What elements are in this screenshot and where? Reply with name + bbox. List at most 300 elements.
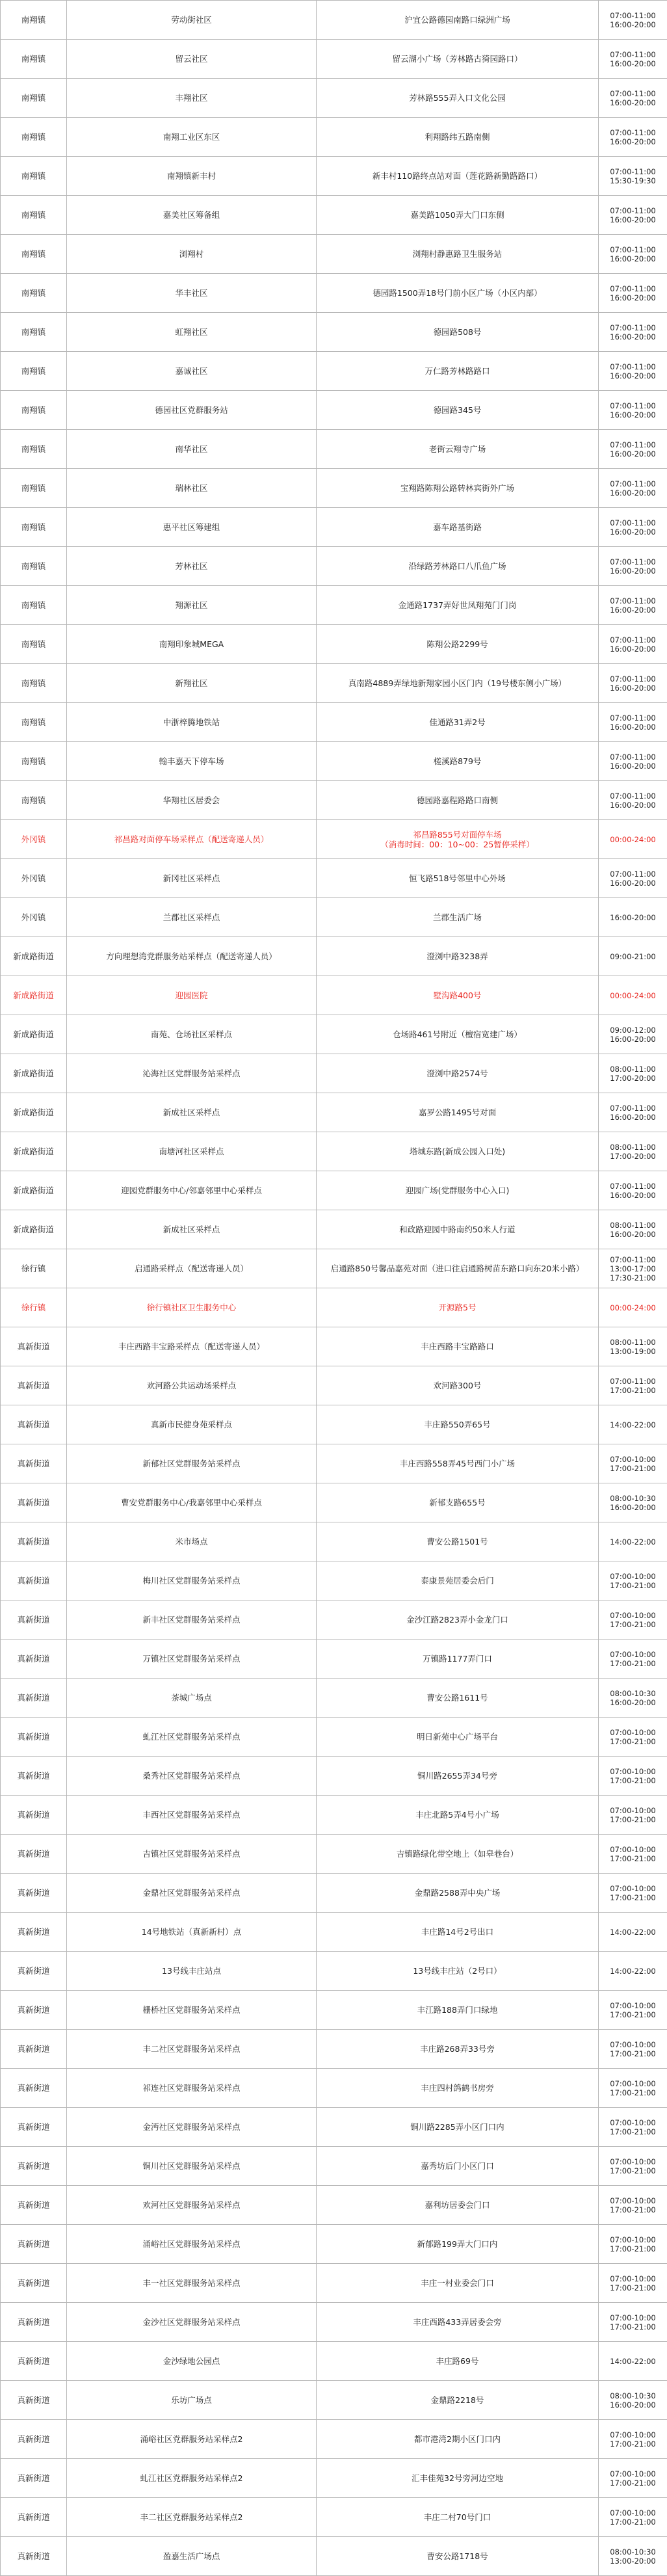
cell-text: 嘉诚社区: [175, 366, 208, 376]
cell-text: 翔源社区: [175, 600, 208, 610]
district-cell: [1, 1132, 67, 1171]
cell-text: 真新街道: [17, 1771, 50, 1781]
cell-text: 丰翔社区: [175, 93, 208, 103]
district-cell: [1, 1210, 67, 1249]
cell-text: 南翔镇: [21, 795, 46, 805]
district-cell: [1, 118, 67, 157]
cell-text: 金沔社区党群服务站采样点: [142, 2122, 241, 2132]
site-name-cell: [67, 1171, 317, 1210]
site-name-cell: [67, 2381, 317, 2420]
cell-text: 17:00-21:00: [610, 1853, 656, 1863]
hours-cell: [599, 40, 667, 79]
cell-text: 丰庄路14号2号出口: [421, 1927, 494, 1937]
cell-text: 外冈镇: [21, 912, 46, 922]
address-cell: [317, 2108, 599, 2147]
cell-text: 祁昌路对面停车场采样点（配送寄递人员）: [114, 834, 269, 844]
cell-text: 17:00-21:00: [610, 2517, 656, 2527]
cell-text: 07:00-10:00: [610, 1766, 656, 1776]
table-row: [1, 1913, 667, 1952]
cell-text: 曹安党群服务中心/我嘉邻里中心采样点: [121, 1498, 262, 1507]
cell-text: 米市场点: [175, 1537, 208, 1547]
cell-text: 08:00-10:30: [610, 1688, 656, 1698]
cell-text: 德园路1500弄18号门前小区广场（小区内部）: [373, 288, 542, 298]
cell-text: 17:00-21:00: [610, 2049, 656, 2058]
cell-text: 真新街道: [17, 2473, 50, 2483]
cell-text: 启通路采样点（配送寄递人员）: [134, 1264, 248, 1273]
address-cell: [317, 1, 599, 40]
cell-text: 浏翔村静惠路卫生服务站: [412, 249, 503, 259]
cell-text: 新成路街道: [13, 1147, 54, 1156]
cell-text: 07:00-10:00: [610, 1454, 656, 1464]
cell-text: 07:00-11:00: [610, 49, 656, 59]
cell-text: 桑秀社区党群服务站采样点: [142, 1771, 241, 1781]
hours-cell: [599, 859, 667, 898]
site-name-cell: [67, 1913, 317, 1952]
cell-text: 07:00-11:00: [610, 323, 656, 332]
table-row: [1, 1288, 667, 1327]
cell-text: 17:30-21:00: [610, 1273, 656, 1282]
address-cell: [317, 352, 599, 391]
cell-text: 梅川社区党群服务站采样点: [142, 1576, 241, 1586]
table-row: [1, 1171, 667, 1210]
hours-cell: [599, 157, 667, 196]
cell-text: 07:00-11:00: [610, 1376, 656, 1386]
cell-text: 14:00-22:00: [610, 1537, 656, 1547]
site-name-cell: [67, 664, 317, 703]
cell-text: 丰江路188弄门口绿地: [417, 2005, 498, 2015]
table-row: [1, 976, 667, 1015]
cell-text: 17:00-21:00: [610, 1463, 656, 1473]
cell-text: 金鼎路2218号: [430, 2395, 484, 2405]
table-row: [1, 2420, 667, 2459]
cell-text: 16:00-20:00: [610, 912, 656, 922]
table-row: [1, 1952, 667, 1991]
hours-cell: [599, 820, 667, 859]
table-row: [1, 1210, 667, 1249]
cell-text: 真新街道: [17, 1810, 50, 1820]
cell-text: 仓场路461号附近（檀宿宽建广场）: [393, 1029, 522, 1039]
hours-cell: [599, 2420, 667, 2459]
cell-text: 16:00-20:00: [610, 722, 656, 732]
address-cell: [317, 820, 599, 859]
cell-text: 17:00-21:00: [610, 2166, 656, 2175]
cell-text: 新成路街道: [13, 1108, 54, 1117]
cell-text: 16:00-20:00: [610, 800, 656, 810]
cell-text: 真新街道: [17, 1927, 50, 1937]
address-cell: [317, 1796, 599, 1835]
cell-text: 新成路街道: [13, 951, 54, 961]
table-row: [1, 703, 667, 742]
address-cell: [317, 1483, 599, 1522]
site-name-cell: [67, 898, 317, 937]
cell-text: 真新街道: [17, 1342, 50, 1351]
table-row: [1, 313, 667, 352]
cell-text: 金沙社区党群服务站采样点: [142, 2317, 241, 2327]
hours-cell: [599, 1288, 667, 1327]
cell-text: 丰西社区党群服务站采样点: [142, 1810, 241, 1820]
hours-cell: [599, 625, 667, 664]
table-row: [1, 157, 667, 196]
cell-text: 07:00-11:00: [610, 518, 656, 527]
site-name-cell: [67, 1093, 317, 1132]
address-cell: [317, 118, 599, 157]
district-cell: [1, 1327, 67, 1366]
address-cell: [317, 586, 599, 625]
cell-text: 07:00-11:00: [610, 206, 656, 215]
table-row: [1, 1366, 667, 1405]
cell-text: 真新街道: [17, 2122, 50, 2132]
cell-text: 金沙绿地公园点: [163, 2356, 220, 2366]
address-cell: [317, 703, 599, 742]
address-cell: [317, 2303, 599, 2342]
cell-text: 南翔镇新丰村: [166, 171, 216, 181]
cell-text: 07:00-10:00: [610, 2313, 656, 2322]
cell-text: 嘉利坊居委会门口: [425, 2200, 490, 2210]
hours-cell: [599, 1093, 667, 1132]
district-cell: [1, 2030, 67, 2069]
cell-text: 07:00-10:00: [610, 1649, 656, 1659]
table-row: [1, 2030, 667, 2069]
cell-text: 和政路迎园中路南约50米人行道: [399, 1225, 516, 1234]
hours-cell: [599, 2342, 667, 2381]
cell-text: 嘉美社区筹备组: [163, 210, 220, 220]
address-cell: [317, 1522, 599, 1561]
district-cell: [1, 1757, 67, 1796]
cell-text: 16:00-20:00: [610, 878, 656, 888]
cell-text: 明日新苑中心广场平台: [416, 1732, 498, 1742]
site-name-cell: [67, 1366, 317, 1405]
cell-text: 南翔镇: [21, 366, 46, 376]
site-name-cell: [67, 1132, 317, 1171]
cell-text: 09:00-21:00: [610, 951, 656, 961]
site-name-cell: [67, 118, 317, 157]
address-cell: [317, 976, 599, 1015]
cell-text: 07:00-10:00: [610, 2000, 656, 2010]
cell-text: 栅桥社区党群服务站采样点: [142, 2005, 241, 2015]
cell-text: 07:00-11:00: [610, 10, 656, 20]
cell-text: 开源路5号: [438, 1303, 477, 1312]
cell-text: 迎园广场(党群服务中心入口): [405, 1186, 510, 1195]
cell-text: 07:00-10:00: [610, 1727, 656, 1737]
table-row: [1, 2186, 667, 2225]
cell-text: 真新街道: [17, 2239, 50, 2249]
cell-text: 宝翔路陈翔公路转林宾街外广场: [400, 483, 514, 493]
cell-text: 真新街道: [17, 1654, 50, 1664]
district-cell: [1, 469, 67, 508]
address-cell: [317, 2537, 599, 2576]
address-cell: [317, 313, 599, 352]
table-row: [1, 40, 667, 79]
table-row: [1, 859, 667, 898]
table-row: [1, 742, 667, 781]
cell-text: 07:00-10:00: [610, 2196, 656, 2205]
site-name-cell: [67, 2186, 317, 2225]
site-name-cell: [67, 976, 317, 1015]
hours-cell: [599, 1600, 667, 1640]
site-name-cell: [67, 1835, 317, 1874]
cell-text: 真新街道: [17, 2317, 50, 2327]
district-cell: [1, 352, 67, 391]
cell-text: 迎园党群服务中心/邻嘉邻里中心采样点: [121, 1186, 262, 1195]
cell-text: 16:00-20:00: [610, 449, 656, 458]
site-name-cell: [67, 1561, 317, 1600]
hours-cell: [599, 586, 667, 625]
address-cell: [317, 1718, 599, 1757]
address-cell: [317, 1249, 599, 1288]
site-name-cell: [67, 820, 317, 859]
cell-text: 17:00-20:00: [610, 1073, 656, 1083]
cell-text: 13:00-20:00: [610, 2556, 656, 2566]
hours-cell: [599, 1640, 667, 1679]
address-cell: [317, 1288, 599, 1327]
address-cell: [317, 1835, 599, 1874]
cell-text: 南翔镇: [21, 678, 46, 688]
cell-text: 丰庄西路433弄居委会旁: [413, 2317, 502, 2327]
address-cell: [317, 508, 599, 547]
cell-text: 00:00-24:00: [610, 1303, 656, 1312]
site-name-cell: [67, 313, 317, 352]
cell-text: 丰二社区党群服务站采样点2: [140, 2512, 243, 2522]
cell-text: 17:00-21:00: [610, 2283, 656, 2292]
district-cell: [1, 547, 67, 586]
site-name-cell: [67, 508, 317, 547]
cell-text: 南翔镇: [21, 444, 46, 454]
address-cell: [317, 1171, 599, 1210]
cell-text: 16:00-20:00: [610, 566, 656, 576]
hours-cell: [599, 391, 667, 430]
address-cell: [317, 2030, 599, 2069]
cell-text: 17:00-21:00: [610, 1580, 656, 1590]
district-cell: [1, 1249, 67, 1288]
site-name-cell: [67, 469, 317, 508]
cell-text: 南翔镇: [21, 171, 46, 181]
cell-text: 13号线丰庄站点: [162, 1966, 221, 1976]
district-cell: [1, 1874, 67, 1913]
cell-text: 启通路850号馨品嘉苑对面（进口往启通路树苗东路口向东20米小路）: [330, 1264, 584, 1273]
cell-text: 沪宜公路德园南路口绿洲广场: [404, 15, 510, 25]
site-name-cell: [67, 274, 317, 313]
cell-text: 真新街道: [17, 1420, 50, 1429]
hours-cell: [599, 1679, 667, 1718]
site-name-cell: [67, 1054, 317, 1093]
cell-text: 08:00-11:00: [610, 1064, 656, 1074]
cell-text: 17:00-21:00: [610, 2127, 656, 2136]
cell-text: 新丰村110路终点站对面（莲花路新勤路路口）: [372, 171, 543, 181]
table-row: [1, 391, 667, 430]
cell-text: 盈嘉生活广场点: [163, 2551, 220, 2561]
cell-text: 金鼎社区党群服务站采样点: [142, 1888, 241, 1898]
hours-cell: [599, 1366, 667, 1405]
site-name-cell: [67, 2108, 317, 2147]
site-name-cell: [67, 703, 317, 742]
cell-text: 17:00-21:00: [610, 1892, 656, 1902]
district-cell: [1, 313, 67, 352]
cell-text: 14:00-22:00: [610, 1420, 656, 1429]
cell-text: 16:00-20:00: [610, 1034, 656, 1044]
cell-text: 17:00-21:00: [610, 2322, 656, 2331]
hours-cell: [599, 2069, 667, 2108]
cell-text: 万镇社区党群服务站采样点: [142, 1654, 241, 1664]
cell-text: 欢河路公共运动场采样点: [146, 1381, 237, 1390]
district-cell: [1, 2147, 67, 2186]
address-cell: [317, 157, 599, 196]
cell-text: 汇丰佳苑32号旁河边空地: [412, 2473, 503, 2483]
district-cell: [1, 703, 67, 742]
hours-cell: [599, 1405, 667, 1444]
cell-text: 浏翔村: [179, 249, 204, 259]
hours-cell: [599, 937, 667, 976]
hours-cell: [599, 2498, 667, 2537]
cell-text: 16:00-20:00: [610, 371, 656, 380]
cell-text: 真新街道: [17, 1381, 50, 1390]
cell-text: 真新街道: [17, 1966, 50, 1976]
cell-text: 新成社区采样点: [163, 1225, 220, 1234]
cell-text: 丰庄西路丰宝路采样点（配送寄递人员）: [118, 1342, 265, 1351]
address-cell: [317, 547, 599, 586]
cell-text: 真新街道: [17, 1537, 50, 1547]
cell-text: 09:00-12:00: [610, 1025, 656, 1035]
address-cell: [317, 1366, 599, 1405]
district-cell: [1, 1405, 67, 1444]
cell-text: 南翔镇: [21, 288, 46, 298]
cell-text: 迎园医院: [175, 990, 208, 1000]
cell-text: 真新街道: [17, 2200, 50, 2210]
cell-text: 虬江社区党群服务站采样点2: [140, 2473, 243, 2483]
cell-text: 07:00-10:00: [610, 2430, 656, 2439]
cell-text: 南翔印象城MEGA: [159, 639, 224, 649]
cell-text: 08:00-11:00: [610, 1337, 656, 1347]
cell-text: 吉镇路绿化带空地上（如皋巷台）: [396, 1849, 519, 1859]
district-cell: [1, 1718, 67, 1757]
cell-text: 真新街道: [17, 2551, 50, 2561]
cell-text: 07:00-11:00: [610, 1103, 656, 1113]
cell-text: 真新街道: [17, 2434, 50, 2444]
table-row: [1, 2342, 667, 2381]
hours-cell: [599, 547, 667, 586]
cell-text: 南翔镇: [21, 483, 46, 493]
district-cell: [1, 976, 67, 1015]
cell-text: 17:00-21:00: [610, 2010, 656, 2019]
table-row: [1, 1991, 667, 2030]
cell-text: 14:00-22:00: [610, 2356, 656, 2366]
site-name-cell: [67, 742, 317, 781]
cell-text: 南翔镇: [21, 600, 46, 610]
cell-text: 新成社区采样点: [163, 1108, 220, 1117]
address-cell: [317, 2264, 599, 2303]
cell-text: 吉镇社区党群服务站采样点: [142, 1849, 241, 1859]
cell-text: 塔城东路(新成公园入口处): [409, 1147, 506, 1156]
cell-text: 丰庄西路558弄45号西门小广场: [399, 1459, 516, 1468]
cell-text: 07:00-11:00: [610, 791, 656, 801]
cell-text: 16:00-20:00: [610, 1229, 656, 1239]
cell-text: 金鼎路2588弄中央广场: [414, 1888, 501, 1898]
address-cell: [317, 1561, 599, 1600]
cell-text: 祁连社区党群服务站采样点: [142, 2083, 241, 2093]
table-row: [1, 1522, 667, 1561]
site-name-cell: [67, 1249, 317, 1288]
cell-text: 真新街道: [17, 1732, 50, 1742]
cell-text: 16:00-20:00: [610, 1112, 656, 1122]
cell-text: 欢河路300号: [433, 1381, 482, 1390]
district-cell: [1, 1952, 67, 1991]
cell-text: 新成路街道: [13, 1069, 54, 1078]
table-row: [1, 2381, 667, 2420]
cell-text: 丰庄路550弄65号: [424, 1420, 491, 1429]
cell-text: 真新街道: [17, 1693, 50, 1703]
cell-text: 16:00-20:00: [610, 20, 656, 29]
cell-text: 芳林社区: [175, 561, 208, 571]
hours-cell: [599, 1796, 667, 1835]
table-row: [1, 274, 667, 313]
cell-text: 16:00-20:00: [610, 488, 656, 498]
address-cell: [317, 1093, 599, 1132]
hours-cell: [599, 1874, 667, 1913]
district-cell: [1, 1561, 67, 1600]
address-cell: [317, 781, 599, 820]
site-name-cell: [67, 1522, 317, 1561]
hours-cell: [599, 2030, 667, 2069]
cell-text: 陈翔公路2299号: [426, 639, 488, 649]
hours-cell: [599, 1, 667, 40]
site-name-cell: [67, 2069, 317, 2108]
cell-text: 17:00-21:00: [610, 1814, 656, 1824]
cell-text: 南翔工业区东区: [163, 132, 220, 142]
hours-cell: [599, 781, 667, 820]
hours-cell: [599, 2537, 667, 2576]
table-row: [1, 2264, 667, 2303]
cell-text: 丰庄二村70号门口: [423, 2512, 491, 2522]
site-name-cell: [67, 859, 317, 898]
district-cell: [1, 937, 67, 976]
district-cell: [1, 2537, 67, 2576]
cell-text: 南翔镇: [21, 249, 46, 259]
table-row: [1, 547, 667, 586]
cell-text: 07:00-11:00: [610, 440, 656, 449]
table-row: [1, 352, 667, 391]
hours-cell: [599, 2303, 667, 2342]
district-cell: [1, 2342, 67, 2381]
cell-text: 16:00-20:00: [610, 215, 656, 224]
district-cell: [1, 1913, 67, 1952]
cell-text: 嘉车路基街路: [432, 522, 482, 532]
cell-text: 07:00-11:00: [610, 1181, 656, 1191]
address-cell: [317, 1405, 599, 1444]
address-cell: [317, 391, 599, 430]
cell-text: 丰庄路69号: [436, 2356, 479, 2366]
table-row: [1, 1, 667, 40]
hours-cell: [599, 2108, 667, 2147]
cell-text: 虬江社区党群服务站采样点: [142, 1732, 241, 1742]
cell-text: 曹安公路1718号: [426, 2551, 488, 2561]
cell-text: 嘉罗公路1495号对面: [418, 1108, 497, 1117]
cell-text: 方向理想湾党群服务站采样点（配送寄递人员）: [106, 951, 277, 961]
cell-text: 00:00-24:00: [610, 834, 656, 844]
cell-text: 15:30-19:30: [610, 176, 656, 185]
site-name-cell: [67, 2420, 317, 2459]
cell-text: 利翔路纬五路南侧: [425, 132, 490, 142]
cell-text: 07:00-11:00: [610, 869, 656, 879]
address-cell: [317, 1952, 599, 1991]
table-row: [1, 2147, 667, 2186]
cell-text: 德园路508号: [433, 327, 482, 337]
cell-text: 德园路345号: [433, 405, 482, 415]
table-row: [1, 898, 667, 937]
site-name-cell: [67, 625, 317, 664]
cell-text: 07:00-10:00: [610, 2508, 656, 2517]
cell-text: 真新街道: [17, 1459, 50, 1468]
table-row: [1, 2498, 667, 2537]
site-name-cell: [67, 352, 317, 391]
